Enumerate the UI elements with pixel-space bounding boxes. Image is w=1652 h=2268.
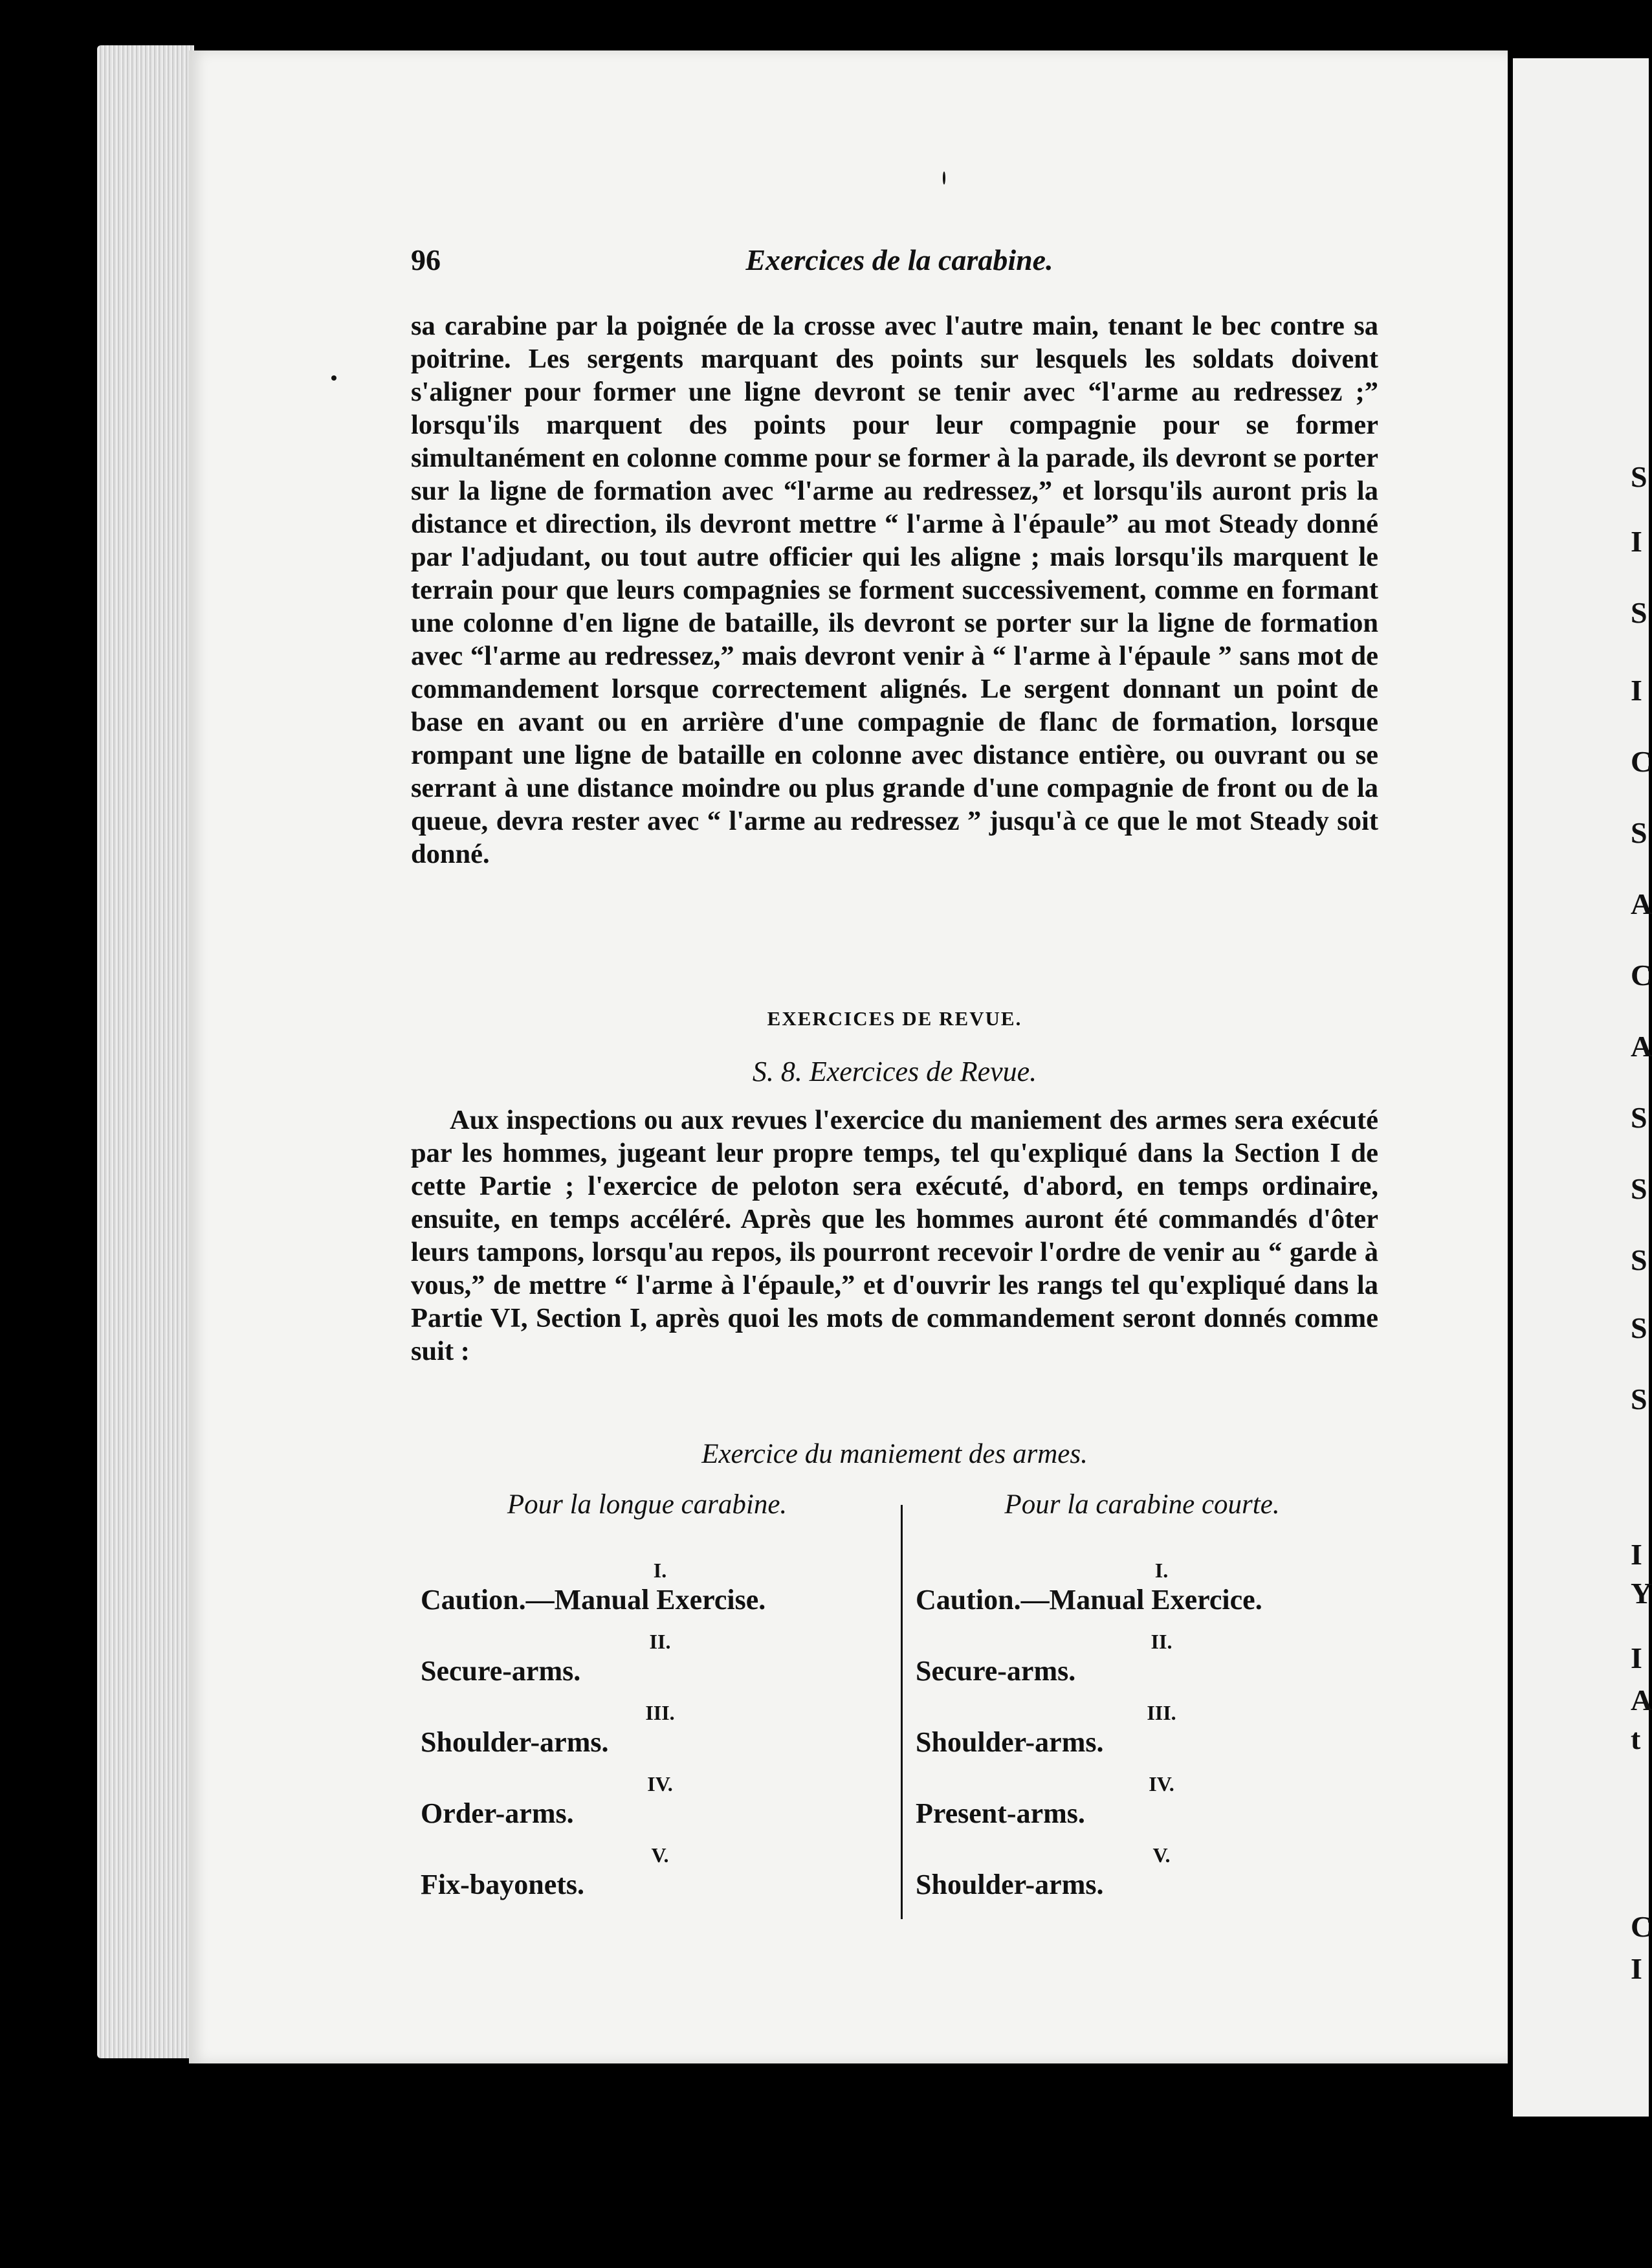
facing-page-letter: t [1631,1722,1641,1755]
facing-page-letter: S [1631,1172,1647,1205]
page-number: 96 [411,243,441,276]
command-number: II. [649,1630,671,1653]
column-heading: Pour la longue carabine. [507,1489,787,1520]
facing-page-letter: S [1631,460,1647,493]
left-command-column [421,1489,874,1903]
command-number: V. [651,1843,669,1867]
facing-page-letter: I [1631,1952,1642,1985]
running-title: Exercices de la carabine. [745,243,1053,276]
command-label: Shoulder-arms. [421,1726,609,1758]
facing-page-letter: I [1631,1538,1642,1571]
command-number: IV. [1149,1772,1174,1796]
command-item [916,1761,1369,1832]
ink-speck [943,172,945,184]
command-number: IV. [647,1772,673,1796]
command-label: Shoulder-arms. [916,1869,1104,1900]
facing-page-letter: A [1631,887,1652,920]
facing-page-letter: A [1631,1030,1652,1063]
column-heading: Pour la carabine courte. [1004,1489,1280,1520]
facing-page-letter: I [1631,1641,1642,1674]
command-item [421,1832,874,1903]
facing-page-edge [1513,58,1652,2117]
command-label: Present-arms. [916,1797,1085,1829]
section-heading: EXERCICES DE REVUE. [767,1007,1022,1030]
command-label: Caution.—Manual Exercise. [421,1584,766,1616]
section-title: S. 8. Exercices de Revue. [752,1056,1037,1087]
command-number: III. [645,1701,675,1724]
right-command-column [916,1489,1369,1903]
command-item [421,1618,874,1689]
command-label: Fix-bayonets. [421,1869,584,1900]
book-page-edges [97,45,194,2058]
facing-page-letter: C [1631,745,1652,778]
facing-page-letter: Y [1631,1577,1652,1610]
facing-page-letter: A [1631,1684,1652,1717]
command-number: II. [1151,1630,1173,1653]
command-item [916,1689,1369,1761]
command-item [916,1618,1369,1689]
command-item [916,1832,1369,1903]
command-item [421,1761,874,1832]
body-paragraph: sa carabine par la poignée de la crosse avec l'autre main, tenant le bec contre sa poitrine. Les sergents marquant des points sur lesquels les soldats doivent s'aligner pour former une ligne devront se tenir avec “l'arme au redressez ;” lorsqu'ils marquent des points pour leur compagnie pour se former simultanément en colonne comme pour se former à la parade, ils devront se porter sur la ligne de formation avec “l'arme au redressez,” et lorsqu'ils auront pris la distance et direction, ils devront mettre “ l'arme à l'épaule” au mot Steady donné par l'adjudant, ou tout autre officier qui les aligne ; mais lorsqu'ils marquent le terrain pour que leurs compagnies se forment successivement, comme en formant une colonne d'en ligne de bataille, ils devront se porter sur la ligne de formation avec “l'arme au redressez,” mais devront venir à “ l'arme à l'épaule ” sans mot de commandement lorsque correctement alignés. Le sergent donnant un point de base en avant ou en arrière d'une compagnie de flanc de formation, lorsque rompant une ligne de bataille en colonne avec distance entière, ou ouvrant ou se serrant à une distance moindre ou plus grande d'une compagnie de front ou de la queue, devra rester avec “ l'arme au redressez ” jusqu'à ce que le mot Steady soit donné. [411,311,1378,869]
ink-speck [331,375,336,381]
facing-page-letter: C [1631,959,1652,992]
command-label: Caution.—Manual Exercice. [916,1584,1262,1616]
command-number: I. [1154,1559,1169,1582]
command-number: III. [1147,1701,1176,1724]
facing-page-letter: I [1631,525,1642,558]
facing-page-letter: C [1631,1910,1652,1943]
command-item [421,1547,874,1618]
facing-page-letter: S [1631,1311,1647,1344]
facing-page-letter: S [1631,1101,1647,1134]
facing-page-letter: S [1631,1243,1647,1276]
exercise-title: Exercice du maniement des armes. [701,1439,1088,1469]
command-label: Shoulder-arms. [916,1726,1104,1758]
facing-page-letter: S [1631,596,1647,629]
command-number: V. [1152,1843,1171,1867]
column-divider [901,1505,903,1919]
facing-page-letter: S [1631,816,1647,849]
review-paragraph: Aux inspections ou aux revues l'exercice du maniement des armes sera exécuté par les hommes, jugeant leur propre temps, tel qu'expliqué dans la Section I de cette Partie ; l'exercice de peloton sera exécuté, d'abord, en temps ordinaire, ensuite, en temps accéléré. Après que les hommes auront été commandés d'ôter leurs tampons, lorsqu'au repos, ils pourront recevoir l'ordre de venir au “ garde à vous,” de mettre “ l'arme à l'épaule,” et d'ouvrir les rangs tel qu'expliqué dans la Partie VI, Section I, après quoi les mots de commandement seront donnés comme suit : [411,1105,1378,1366]
page-header [411,243,1388,282]
command-label: Secure-arms. [421,1655,581,1687]
facing-page-letter: I [1631,674,1642,707]
command-label: Secure-arms. [916,1655,1076,1687]
command-item [421,1689,874,1761]
command-number: I. [653,1559,667,1582]
command-label: Order-arms. [421,1797,574,1829]
facing-page-letter: S [1631,1383,1647,1416]
command-item [916,1547,1369,1618]
